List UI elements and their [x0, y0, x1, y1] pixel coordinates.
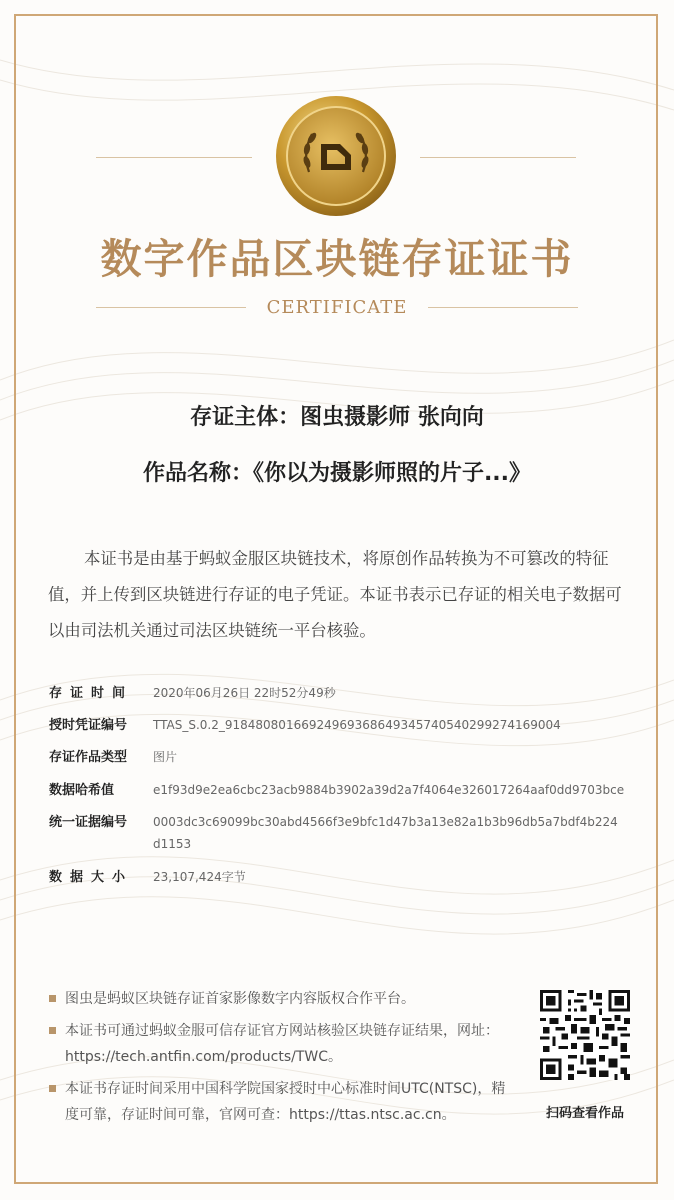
note-text: 本证书存证时间采用中国科学院国家授时中心标准时间UTC(NTSC)，精度可靠，存证时间可靠，官网可查：https://ttas.ntsc.ac.cn。	[65, 1081, 506, 1123]
note-item	[49, 1018, 509, 1070]
decor-line-top-left	[96, 157, 252, 158]
info-label: 授时凭证编号	[49, 718, 128, 733]
note-text: 图虫是蚂蚁区块链存证首家影像数字内容版权合作平台。	[65, 991, 415, 1007]
certificate-holder: 存证主体：图虫摄影师 张向向	[190, 405, 484, 430]
work-name: 作品名称：《你以为摄影师照的片子...》	[142, 461, 532, 486]
certificate-description: 本证书是由基于蚂蚁金服区块链技术，将原创作品转换为不可篡改的特征值，并上传到区块链进行存证的电子凭证。本证书表示已存证的相关电子数据可以由司法机关通过司法区块链统一平台核验。	[48, 549, 622, 640]
info-value: 23,107,424字节	[153, 870, 246, 884]
info-value: 图片	[153, 750, 178, 764]
info-label: 存证作品类型	[49, 750, 128, 765]
qr-code-icon[interactable]	[540, 990, 630, 1080]
info-value: e1f93d9e2ea6cbc23acb9884b3902a39d2a7f4064e326017264aaf0dd9703bce	[153, 783, 625, 797]
info-label: 数据大小	[49, 870, 134, 885]
bullet-icon	[49, 1085, 56, 1092]
gold-seal-icon	[274, 94, 398, 218]
certificate-subtitle: CERTIFICATE	[266, 297, 408, 318]
info-value: 2020年06月26日 22时52分49秒	[153, 686, 336, 700]
info-value: 0003dc3c69099bc30abd4566f3e9bfc1d47b3a13e82a1b3b96db5a7bdf4b224d1153	[153, 815, 618, 851]
info-label: 存证时间	[49, 686, 134, 701]
info-label: 数据哈希值	[49, 783, 115, 798]
certificate-title: 数字作品区块链存证证书	[100, 235, 574, 283]
note-item	[49, 986, 509, 1012]
bullet-icon	[49, 1027, 56, 1034]
bullet-icon	[49, 995, 56, 1002]
note-text: 本证书可通过蚂蚁金服可信存证官方网站核验区块链存证结果，网址：https://tech.antfin.com/products/TWC。	[65, 1023, 499, 1065]
decor-line-sub-right	[428, 307, 578, 308]
note-item	[49, 1076, 509, 1128]
info-label: 统一证据编号	[49, 815, 128, 830]
info-value: TTAS_S.0.2_91848080166924969368649345740540299274169004	[153, 718, 561, 732]
qr-label: 扫码查看作品	[545, 1106, 624, 1121]
decor-line-top-right	[420, 157, 576, 158]
